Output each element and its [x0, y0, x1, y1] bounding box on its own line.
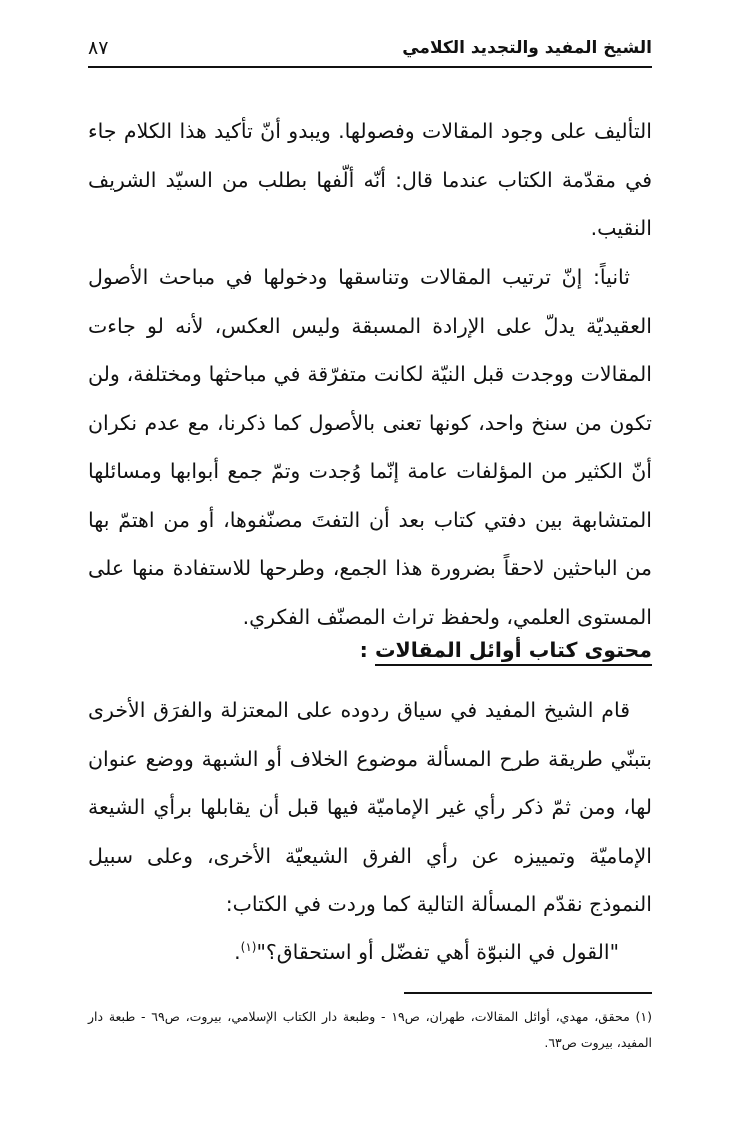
footnote-marker: (١): [240, 940, 257, 955]
running-header: [88, 36, 652, 66]
quoted-question: [234, 928, 619, 977]
footnote-1: (١) محقق، مهدي، أوائل المقالات، طهران، ص١٩ - وطبعة دار الكتاب الإسلامي، بيروت، ص٦٩ - طبعة دار المفيد، بيروت ص٦٣.: [88, 1009, 653, 1050]
section-heading: [360, 632, 652, 668]
section-heading-text: محتوى كتاب أوائل المقالات: [375, 638, 652, 666]
header-rule: [88, 66, 652, 68]
quote-end: .: [234, 940, 241, 964]
section-heading-colon: :: [359, 638, 375, 662]
page-number: ٨٧: [88, 37, 109, 59]
paragraph-1: التأليف على وجود المقالات وفصولها. ويبدو أنّ تأكيد هذا الكلام جاء في مقدّمة الكتاب عندما قال: أنّه ألّفها بطلب من السيّد الشريف النقيب.: [88, 119, 652, 240]
running-title: الشيخ المفيد والتجديد الكلامي: [402, 38, 652, 58]
paragraph-3: قام الشيخ المفيد في سياق ردوده على المعتزلة والفرَق الأخرى بتبنّي طريقة طرح المسألة موضوع الخلاف أو الشبهة ووضع عنوان لها، ومن ثمّ ذكر رأي غير الإماميّة فيها قبل أن يقابلها برأي الشيعة الإماميّة وتمييزه عن رأي الفرق الشيعيّة الأخرى، وعلى سبيل النموذج نقدّم المسألة التالية كما وردت في الكتاب:: [88, 698, 652, 916]
paragraph-2: ثانياً: إنّ ترتيب المقالات وتناسقها ودخولها في مباحث الأصول العقيديّة يدلّ على الإرادة المسبقة وليس العكس، لأنه لو جاءت المقالات ووجدت قبل النيّة لكانت متفرّقة في مباحثها ومختلفة، ولن تكون من سنخ واحد، كونها تعنى بالأصول كما ذكرنا، مع عدم نكران أنّ الكثير من المؤلفات عامة إنّما وُجدت وتمّ جمع أبوابها ومسائلها المتشابهة بين دفتي كتاب بعد أن التفتَ مصنّفوها، أو من اهتمّ بها من الباحثين لاحقاً بضرورة هذا الجمع، وطرحها للاستفادة منها على المستوى العلمي، ولحفظ تراث المصنّف الفكري.: [88, 265, 652, 629]
quote-text: "القول في النبوّة أهي تفضّل أو استحقاق؟": [256, 940, 619, 964]
footnote-rule: [404, 992, 652, 994]
